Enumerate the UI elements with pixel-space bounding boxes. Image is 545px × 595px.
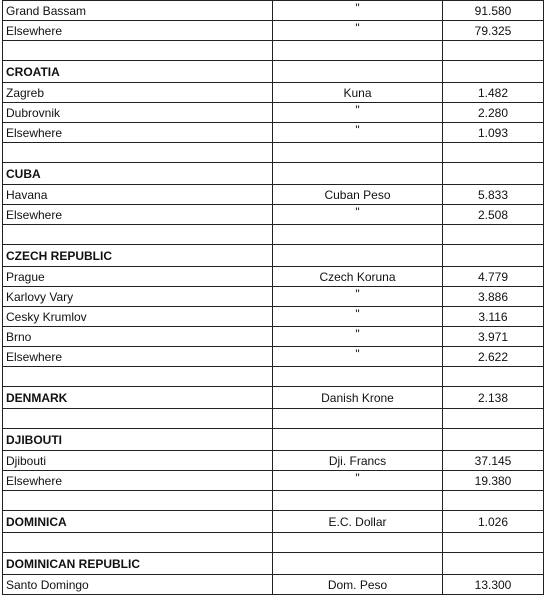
currency-cell <box>273 533 443 553</box>
rate-cell: 5.833 <box>443 185 544 205</box>
currency-cell <box>273 245 443 267</box>
table-row <box>3 185 544 205</box>
location-cell: Elsewhere <box>3 123 273 143</box>
rate-cell: 1.026 <box>443 511 544 533</box>
table-row <box>3 533 544 553</box>
table-row <box>3 491 544 511</box>
location-cell: CZECH REPUBLIC <box>3 245 273 267</box>
table-row <box>3 123 544 143</box>
table-row <box>3 347 544 367</box>
rate-cell: 4.779 <box>443 267 544 287</box>
currency-cell: Dom. Peso <box>273 575 443 595</box>
location-cell <box>3 533 273 553</box>
table-row <box>3 367 544 387</box>
rate-cell <box>443 143 544 163</box>
location-cell <box>3 225 273 245</box>
location-cell: Elsewhere <box>3 205 273 225</box>
currency-cell: " <box>273 205 443 225</box>
rate-cell <box>443 409 544 429</box>
currency-cell: " <box>273 287 443 307</box>
location-cell: Elsewhere <box>3 21 273 41</box>
exchange-rate-table <box>2 0 544 595</box>
location-cell <box>3 491 273 511</box>
location-cell: Prague <box>3 267 273 287</box>
location-cell <box>3 367 273 387</box>
rate-cell <box>443 163 544 185</box>
rate-cell <box>443 429 544 451</box>
table-row <box>3 575 544 595</box>
currency-cell: " <box>273 347 443 367</box>
rate-cell <box>443 367 544 387</box>
location-cell: Djibouti <box>3 451 273 471</box>
table-body <box>3 1 544 595</box>
rate-cell: 3.886 <box>443 287 544 307</box>
table-row <box>3 103 544 123</box>
currency-cell <box>273 553 443 575</box>
location-cell: Karlovy Vary <box>3 287 273 307</box>
rate-cell: 2.280 <box>443 103 544 123</box>
country-row <box>3 163 544 185</box>
currency-cell <box>273 163 443 185</box>
rate-cell: 3.116 <box>443 307 544 327</box>
currency-cell <box>273 491 443 511</box>
table-row <box>3 21 544 41</box>
country-row <box>3 511 544 533</box>
currency-cell: " <box>273 103 443 123</box>
location-cell <box>3 143 273 163</box>
currency-cell: Kuna <box>273 83 443 103</box>
currency-cell <box>273 143 443 163</box>
location-cell: CROATIA <box>3 61 273 83</box>
table-row <box>3 225 544 245</box>
rate-cell <box>443 533 544 553</box>
currency-cell <box>273 225 443 245</box>
rate-cell: 2.508 <box>443 205 544 225</box>
rate-cell: 91.580 <box>443 1 544 21</box>
currency-cell: " <box>273 21 443 41</box>
rate-cell: 2.622 <box>443 347 544 367</box>
currency-cell <box>273 41 443 61</box>
location-cell: Elsewhere <box>3 471 273 491</box>
currency-cell: " <box>273 307 443 327</box>
rate-cell: 13.300 <box>443 575 544 595</box>
rate-cell: 3.971 <box>443 327 544 347</box>
rate-cell <box>443 41 544 61</box>
location-cell: Brno <box>3 327 273 347</box>
location-cell: Elsewhere <box>3 347 273 367</box>
currency-cell: " <box>273 123 443 143</box>
rate-cell: 1.093 <box>443 123 544 143</box>
rate-cell: 19.380 <box>443 471 544 491</box>
location-cell: Havana <box>3 185 273 205</box>
country-row <box>3 553 544 575</box>
currency-cell: " <box>273 327 443 347</box>
table-row <box>3 471 544 491</box>
rate-cell <box>443 491 544 511</box>
rate-cell: 79.325 <box>443 21 544 41</box>
table-row <box>3 143 544 163</box>
currency-cell: Dji. Francs <box>273 451 443 471</box>
location-cell <box>3 41 273 61</box>
currency-cell <box>273 61 443 83</box>
rate-cell: 2.138 <box>443 387 544 409</box>
currency-cell <box>273 367 443 387</box>
location-cell: DJIBOUTI <box>3 429 273 451</box>
location-cell: Cesky Krumlov <box>3 307 273 327</box>
location-cell: Dubrovnik <box>3 103 273 123</box>
rate-cell <box>443 61 544 83</box>
location-cell: CUBA <box>3 163 273 185</box>
currency-cell: Czech Koruna <box>273 267 443 287</box>
location-cell <box>3 409 273 429</box>
rate-cell <box>443 245 544 267</box>
table-row <box>3 327 544 347</box>
location-cell: DOMINICAN REPUBLIC <box>3 553 273 575</box>
location-cell: Zagreb <box>3 83 273 103</box>
location-cell: DOMINICA <box>3 511 273 533</box>
table-row <box>3 1 544 21</box>
country-row <box>3 61 544 83</box>
country-row <box>3 387 544 409</box>
rate-cell: 37.145 <box>443 451 544 471</box>
table-row <box>3 451 544 471</box>
currency-cell <box>273 409 443 429</box>
currency-cell: " <box>273 1 443 21</box>
currency-cell: Danish Krone <box>273 387 443 409</box>
location-cell: Grand Bassam <box>3 1 273 21</box>
table-row <box>3 267 544 287</box>
table-row <box>3 41 544 61</box>
rate-cell <box>443 553 544 575</box>
currency-cell <box>273 429 443 451</box>
currency-cell: E.C. Dollar <box>273 511 443 533</box>
location-cell: Santo Domingo <box>3 575 273 595</box>
rate-cell: 1.482 <box>443 83 544 103</box>
country-row <box>3 245 544 267</box>
table-row <box>3 307 544 327</box>
country-row <box>3 429 544 451</box>
location-cell: DENMARK <box>3 387 273 409</box>
currency-cell: Cuban Peso <box>273 185 443 205</box>
table-row <box>3 205 544 225</box>
table-row <box>3 287 544 307</box>
table-row <box>3 83 544 103</box>
rate-cell <box>443 225 544 245</box>
currency-cell: " <box>273 471 443 491</box>
table-row <box>3 409 544 429</box>
